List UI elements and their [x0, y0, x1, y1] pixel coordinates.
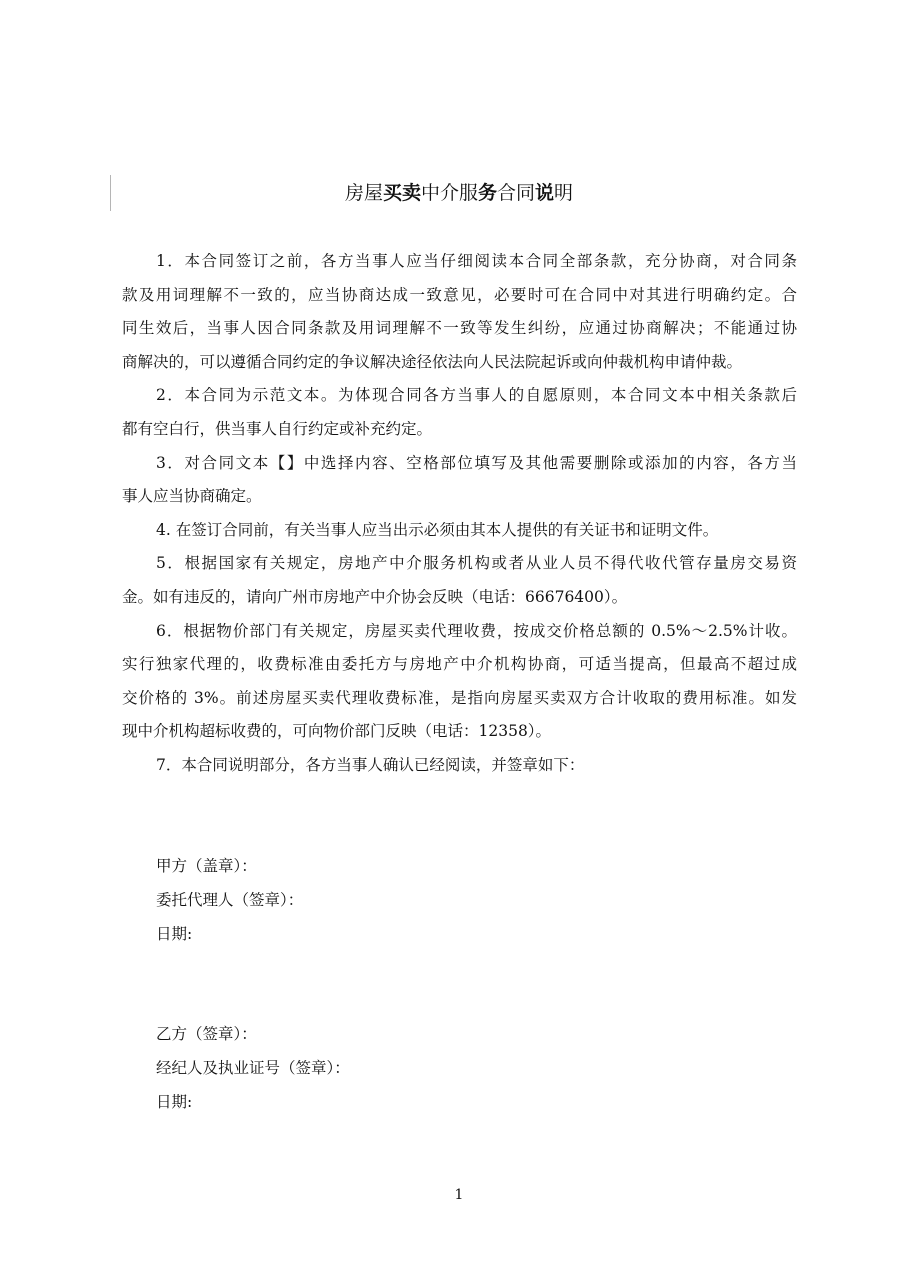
paragraph-line: 7．本合同说明部分，各方当事人确认已经阅读，并签章如下： [156, 755, 585, 774]
paragraph-line: 交价格的 3%。前述房屋买卖代理收费标准，是指向房屋买卖双方合计收取的费用标准。如发 [122, 688, 797, 707]
paragraph-line: 金。如有违反的，请向广州市房地产中介协会反映（电话：66676400）。 [122, 587, 628, 606]
title-segment: 合同 [497, 182, 536, 204]
title-segment: 说 [535, 182, 555, 204]
page-number: 1 [454, 1187, 464, 1203]
signature-field-label: 日期: [156, 1093, 193, 1111]
margin-rule [110, 175, 111, 211]
signature-field-label: 委托代理人（签章）： [156, 891, 304, 909]
paragraph-line: 3．对合同文本【】中选择内容、空格部位填写及其他需要删除或添加的内容，各方当 [156, 453, 797, 472]
title-segment: 明 [554, 182, 574, 204]
paragraph-1 [122, 245, 797, 379]
paragraph-line: 1．本合同签订之前，各方当事人应当仔细阅读本合同全部条款，充分协商，对合同条 [156, 252, 797, 270]
paragraph-2 [122, 379, 797, 446]
title-segment: 务 [477, 182, 497, 204]
signature-field-label: 乙方（签章）： [156, 1025, 257, 1043]
document-title [209, 180, 709, 206]
paragraph-7 [122, 749, 797, 783]
signature-field-label: 经纪人及执业证号（签章）： [156, 1059, 350, 1077]
paragraph-line: 同生效后，当事人因合同条款及用词理解不一致等发生纠纷，应通过协商解决；不能通过协 [122, 319, 797, 338]
party-b-signature-block [156, 1017, 656, 1119]
party-a-signature-block [156, 849, 656, 951]
paragraph-line: 商解决的，可以遵循合同约定的争议解决途径依法向人民法院起诉或向仲裁机构申请仲裁。 [122, 352, 743, 371]
paragraph-line: 5．根据国家有关规定，房地产中介服务机构或者从业人员不得代收代管存量房交易资 [156, 554, 797, 573]
paragraph-line: 4. 在签订合同前，有关当事人应当出示必须由其本人提供的有关证书和证明文件。 [156, 520, 719, 539]
signature-field-label: 日期: [156, 925, 193, 943]
title-segment: 中介服 [420, 182, 478, 204]
paragraph-5 [122, 547, 797, 614]
title-segment: 房屋 [344, 182, 383, 204]
paragraph-line: 都有空白行，供当事人自行约定或补充约定。 [122, 419, 433, 438]
paragraph-line: 2．本合同为示范文本。为体现合同各方当事人的自愿原则，本合同文本中相关条款后 [156, 386, 797, 405]
paragraph-line: 实行独家代理的，收费标准由委托方与房地产中介机构协商，可适当提高，但最高不超过成 [122, 655, 797, 674]
paragraph-line: 现中介机构超标收费的，可向物价部门反映（电话：12358）。 [122, 722, 552, 741]
title-segment: 买卖 [382, 182, 421, 204]
paragraph-line: 款及用词理解不一致的，应当协商达成一致意见，必要时可在合同中对其进行明确约定。合 [122, 285, 797, 304]
paragraph-3 [122, 447, 797, 514]
paragraph-line: 事人应当协商确定。 [122, 487, 262, 506]
document-body [122, 245, 797, 783]
signature-field-label: 甲方（盖章）： [156, 857, 257, 875]
paragraph-6 [122, 615, 797, 749]
paragraph-4 [122, 514, 797, 548]
paragraph-line: 6．根据物价部门有关规定，房屋买卖代理收费，按成交价格总额的 0.5%～2.5%计收。 [156, 621, 797, 640]
